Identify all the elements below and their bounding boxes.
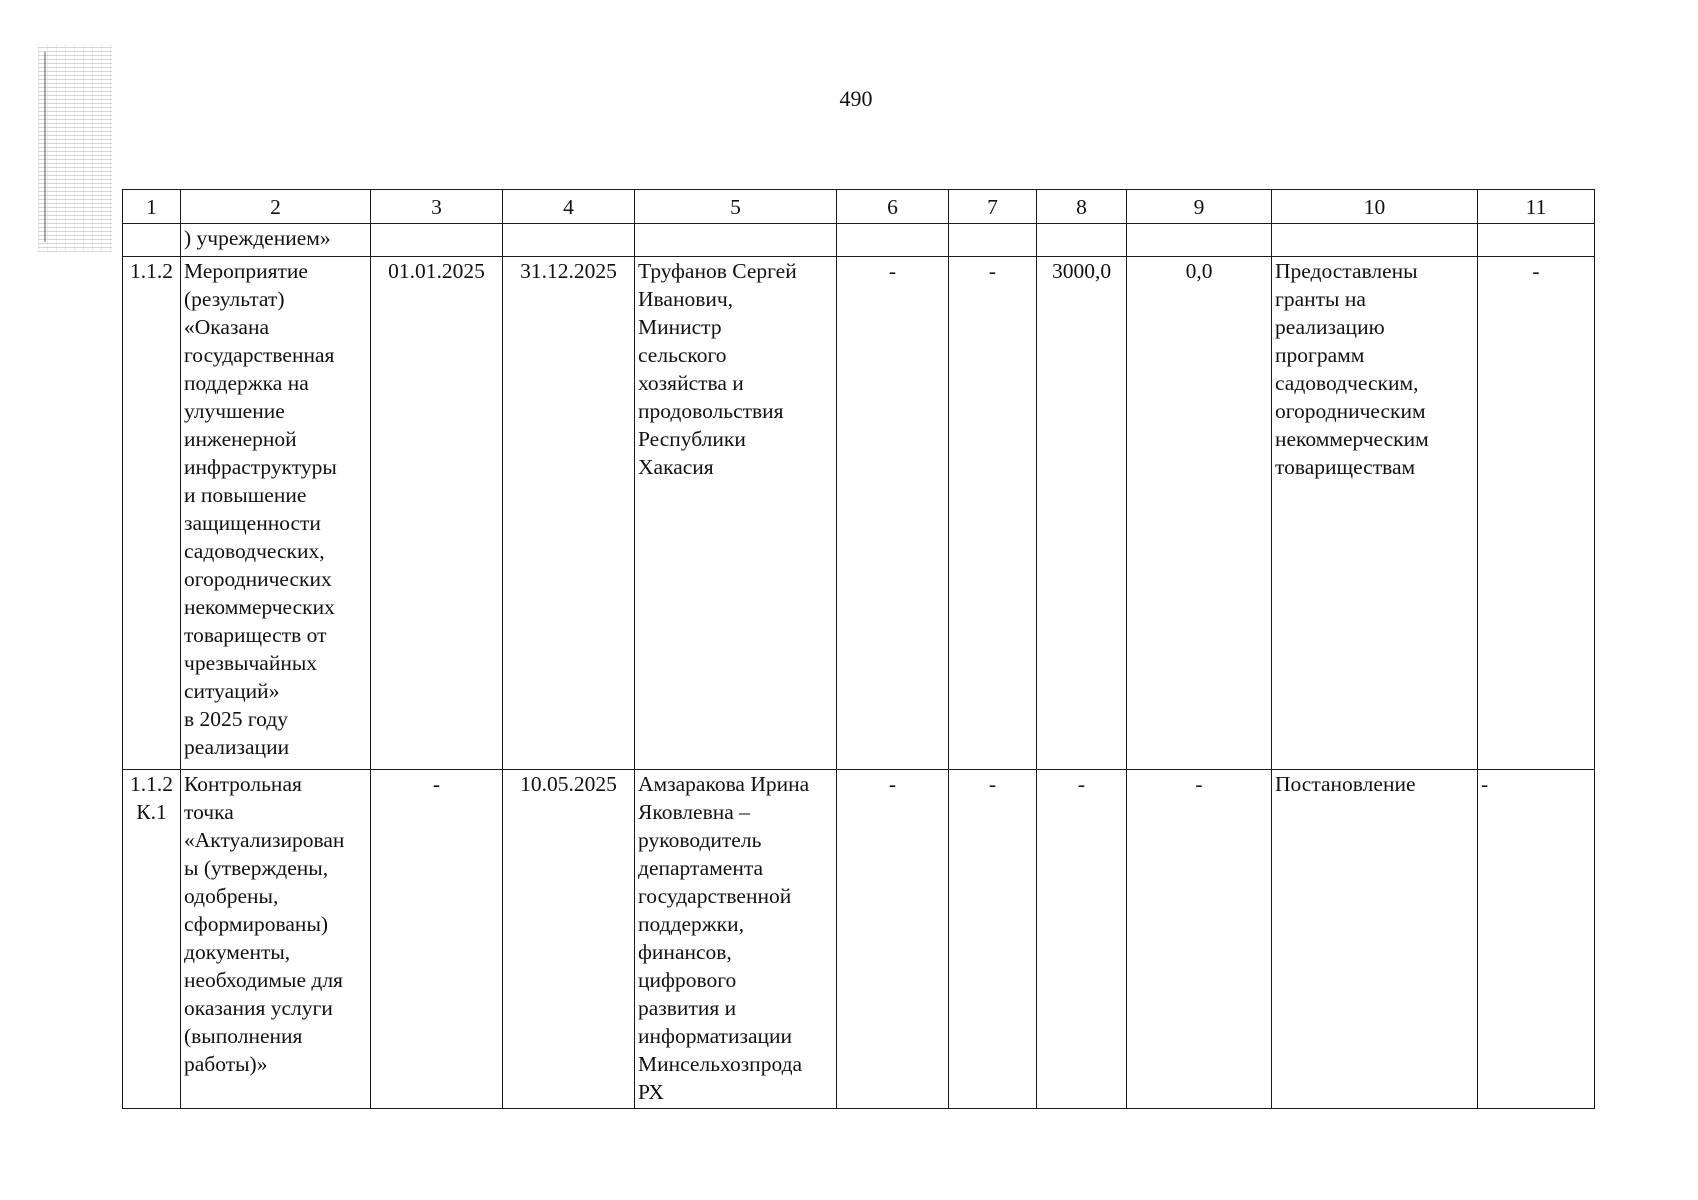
responsible-person: Труфанов Сергей Иванович, Министр сельского хозяйства и продовольствия Республики Хакасия [635,257,837,770]
continuation-cell-9 [1127,224,1272,257]
responsible-person: Амзаракова Ирина Яковлевна – руководитель департамента государственной поддержки, финансов, цифрового развития и информатизации Минсельхозпрода РХ [635,770,837,1109]
continuation-cell-1 [123,224,181,257]
continuation-cell-3 [371,224,503,257]
row-number: 1.1.2 [123,257,181,770]
column-header-7: 7 [949,190,1037,224]
continuation-cell-7 [949,224,1037,257]
column-header-1: 1 [123,190,181,224]
column-header-6: 6 [837,190,949,224]
start-date: - [371,770,503,1109]
column-6-value: - [837,770,949,1109]
column-header-5: 5 [635,190,837,224]
column-header-10: 10 [1272,190,1478,224]
activity-name: Контрольная точка «Актуализирован ы (утверждены, одобрены, сформированы) документы, необходимые для оказания услуги (выполнения работы)» [181,770,371,1109]
schedule-table [122,189,1595,1109]
column-11-value: - [1478,770,1595,1109]
column-header-2: 2 [181,190,371,224]
column-header-9: 9 [1127,190,1272,224]
activity-name: Мероприятие (результат) «Оказана государственная поддержка на улучшение инженерной инфраструктуры и повышение защищенности садоводческих, огороднических некоммерческих товариществ от чрезвычайных ситуаций» в 2025 году реализации [181,257,371,770]
continuation-cell-5 [635,224,837,257]
column-header-3: 3 [371,190,503,224]
continuation-cell-6 [837,224,949,257]
end-date: 31.12.2025 [503,257,635,770]
column-number-row [123,190,1595,224]
column-11-value: - [1478,257,1595,770]
column-9-value: - [1127,770,1272,1109]
continuation-name-cell: ) учреждением» [181,224,371,257]
stamp-border-line [44,52,46,242]
column-header-4: 4 [503,190,635,224]
registration-stamp [38,44,112,252]
row-number: 1.1.2 К.1 [123,770,181,1109]
result-description: Постановление [1272,770,1478,1109]
end-date: 10.05.2025 [503,770,635,1109]
start-date: 01.01.2025 [371,257,503,770]
result-description: Предоставлены гранты на реализацию программ садоводческим, огородническим некоммерческим товариществам [1272,257,1478,770]
column-7-value: - [949,257,1037,770]
continuation-cell-11 [1478,224,1595,257]
column-8-value: 3000,0 [1037,257,1127,770]
table-row [123,257,1595,770]
page-number: 490 [839,86,873,111]
continuation-cell-4 [503,224,635,257]
continuation-cell-8 [1037,224,1127,257]
column-header-11: 11 [1478,190,1595,224]
column-9-value: 0,0 [1127,257,1272,770]
column-6-value: - [837,257,949,770]
column-8-value: - [1037,770,1127,1109]
continuation-row [123,224,1595,257]
continuation-cell-10 [1272,224,1478,257]
table-row [123,770,1595,1109]
column-7-value: - [949,770,1037,1109]
column-header-8: 8 [1037,190,1127,224]
